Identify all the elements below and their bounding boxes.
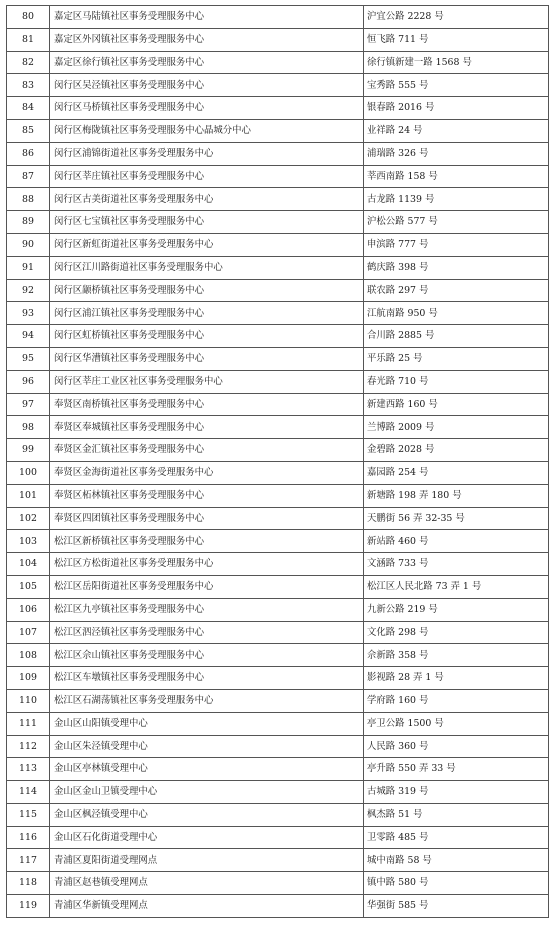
center-name-cell: 闵行区马桥镇社区事务受理服务中心 — [50, 97, 364, 120]
table-row — [7, 667, 549, 690]
row-number-cell: 111 — [7, 712, 50, 735]
address-cell: 银春路 2016 号 — [364, 97, 549, 120]
row-number-cell: 93 — [7, 302, 50, 325]
address-cell: 松江区人民北路 73 弄 1 号 — [364, 575, 549, 598]
center-name-cell: 闵行区梅陇镇社区事务受理服务中心晶城分中心 — [50, 119, 364, 142]
address-cell: 沪宜公路 2228 号 — [364, 6, 549, 29]
center-name-cell: 奉贤区南桥镇社区事务受理服务中心 — [50, 393, 364, 416]
address-cell: 新塘路 198 弄 180 号 — [364, 484, 549, 507]
address-cell: 鹤庆路 398 号 — [364, 256, 549, 279]
center-name-cell: 松江区岳阳街道社区事务受理服务中心 — [50, 575, 364, 598]
center-name-cell: 闵行区华漕镇社区事务受理服务中心 — [50, 347, 364, 370]
row-number-cell: 99 — [7, 439, 50, 462]
table-row — [7, 393, 549, 416]
table-body — [7, 6, 549, 918]
center-name-cell: 奉贤区柘林镇社区事务受理服务中心 — [50, 484, 364, 507]
center-name-cell: 闵行区浦锦街道社区事务受理服务中心 — [50, 142, 364, 165]
table-row — [7, 302, 549, 325]
table-row — [7, 826, 549, 849]
row-number-cell: 85 — [7, 119, 50, 142]
table-row — [7, 165, 549, 188]
center-name-cell: 闵行区虹桥镇社区事务受理服务中心 — [50, 325, 364, 348]
center-name-cell: 奉贤区四团镇社区事务受理服务中心 — [50, 507, 364, 530]
row-number-cell: 80 — [7, 6, 50, 29]
row-number-cell: 119 — [7, 895, 50, 918]
service-center-table — [6, 5, 549, 918]
row-number-cell: 106 — [7, 598, 50, 621]
row-number-cell: 113 — [7, 758, 50, 781]
address-cell: 嘉园路 254 号 — [364, 461, 549, 484]
address-cell: 业祥路 24 号 — [364, 119, 549, 142]
address-cell: 文化路 298 号 — [364, 621, 549, 644]
address-cell: 佘新路 358 号 — [364, 644, 549, 667]
row-number-cell: 87 — [7, 165, 50, 188]
address-cell: 春光路 710 号 — [364, 370, 549, 393]
table-row — [7, 256, 549, 279]
row-number-cell: 84 — [7, 97, 50, 120]
address-cell: 华强街 585 号 — [364, 895, 549, 918]
table-row — [7, 142, 549, 165]
table-row — [7, 803, 549, 826]
center-name-cell: 闵行区江川路街道社区事务受理服务中心 — [50, 256, 364, 279]
center-name-cell: 嘉定区马陆镇社区事务受理服务中心 — [50, 6, 364, 29]
address-cell: 新建西路 160 号 — [364, 393, 549, 416]
row-number-cell: 107 — [7, 621, 50, 644]
center-name-cell: 金山区亭林镇受理中心 — [50, 758, 364, 781]
row-number-cell: 97 — [7, 393, 50, 416]
row-number-cell: 94 — [7, 325, 50, 348]
row-number-cell: 88 — [7, 188, 50, 211]
table-row — [7, 97, 549, 120]
row-number-cell: 112 — [7, 735, 50, 758]
address-cell: 徐行镇新建一路 1568 号 — [364, 51, 549, 74]
row-number-cell: 98 — [7, 416, 50, 439]
address-cell: 镇中路 580 号 — [364, 872, 549, 895]
row-number-cell: 116 — [7, 826, 50, 849]
table-row — [7, 484, 549, 507]
table-row — [7, 370, 549, 393]
table-row — [7, 439, 549, 462]
table-row — [7, 51, 549, 74]
row-number-cell: 92 — [7, 279, 50, 302]
address-cell: 恒飞路 711 号 — [364, 28, 549, 51]
center-name-cell: 金山区朱泾镇受理中心 — [50, 735, 364, 758]
table-row — [7, 781, 549, 804]
table-row — [7, 689, 549, 712]
table-row — [7, 28, 549, 51]
table-row — [7, 530, 549, 553]
row-number-cell: 81 — [7, 28, 50, 51]
table-row — [7, 74, 549, 97]
address-cell: 九新公路 219 号 — [364, 598, 549, 621]
center-name-cell: 闵行区古美街道社区事务受理服务中心 — [50, 188, 364, 211]
row-number-cell: 100 — [7, 461, 50, 484]
center-name-cell: 松江区九亭镇社区事务受理服务中心 — [50, 598, 364, 621]
table-row — [7, 872, 549, 895]
center-name-cell: 松江区车墩镇社区事务受理服务中心 — [50, 667, 364, 690]
address-cell: 合川路 2885 号 — [364, 325, 549, 348]
center-name-cell: 青浦区夏阳街道受理网点 — [50, 849, 364, 872]
row-number-cell: 115 — [7, 803, 50, 826]
address-cell: 古城路 319 号 — [364, 781, 549, 804]
table-row — [7, 735, 549, 758]
row-number-cell: 90 — [7, 233, 50, 256]
center-name-cell: 金山区枫泾镇受理中心 — [50, 803, 364, 826]
table-row — [7, 211, 549, 234]
address-cell: 新站路 460 号 — [364, 530, 549, 553]
row-number-cell: 109 — [7, 667, 50, 690]
row-number-cell: 82 — [7, 51, 50, 74]
center-name-cell: 松江区方松街道社区事务受理服务中心 — [50, 553, 364, 576]
row-number-cell: 108 — [7, 644, 50, 667]
address-cell: 城中南路 58 号 — [364, 849, 549, 872]
address-cell: 卫零路 485 号 — [364, 826, 549, 849]
address-cell: 沪松公路 577 号 — [364, 211, 549, 234]
center-name-cell: 闵行区莘庄镇社区事务受理服务中心 — [50, 165, 364, 188]
center-name-cell: 嘉定区徐行镇社区事务受理服务中心 — [50, 51, 364, 74]
table-row — [7, 279, 549, 302]
table-row — [7, 621, 549, 644]
row-number-cell: 101 — [7, 484, 50, 507]
row-number-cell: 96 — [7, 370, 50, 393]
address-cell: 文涵路 733 号 — [364, 553, 549, 576]
address-cell: 联农路 297 号 — [364, 279, 549, 302]
row-number-cell: 91 — [7, 256, 50, 279]
table-row — [7, 416, 549, 439]
row-number-cell: 118 — [7, 872, 50, 895]
row-number-cell: 104 — [7, 553, 50, 576]
center-name-cell: 闵行区七宝镇社区事务受理服务中心 — [50, 211, 364, 234]
row-number-cell: 110 — [7, 689, 50, 712]
address-cell: 亭卫公路 1500 号 — [364, 712, 549, 735]
row-number-cell: 117 — [7, 849, 50, 872]
table-row — [7, 758, 549, 781]
table-row — [7, 233, 549, 256]
center-name-cell: 松江区泗泾镇社区事务受理服务中心 — [50, 621, 364, 644]
center-name-cell: 闵行区吴泾镇社区事务受理服务中心 — [50, 74, 364, 97]
address-cell: 学府路 160 号 — [364, 689, 549, 712]
table-row — [7, 325, 549, 348]
center-name-cell: 松江区佘山镇社区事务受理服务中心 — [50, 644, 364, 667]
address-cell: 江航南路 950 号 — [364, 302, 549, 325]
row-number-cell: 105 — [7, 575, 50, 598]
table-row — [7, 849, 549, 872]
row-number-cell: 89 — [7, 211, 50, 234]
table-row — [7, 461, 549, 484]
center-name-cell: 闵行区新虹街道社区事务受理服务中心 — [50, 233, 364, 256]
row-number-cell: 114 — [7, 781, 50, 804]
row-number-cell: 103 — [7, 530, 50, 553]
table-row — [7, 347, 549, 370]
address-cell: 莘西南路 158 号 — [364, 165, 549, 188]
center-name-cell: 嘉定区外冈镇社区事务受理服务中心 — [50, 28, 364, 51]
address-cell: 天鹏街 56 弄 32-35 号 — [364, 507, 549, 530]
table-row — [7, 507, 549, 530]
row-number-cell: 86 — [7, 142, 50, 165]
address-cell: 人民路 360 号 — [364, 735, 549, 758]
address-cell: 亭升路 550 弄 33 号 — [364, 758, 549, 781]
table-row — [7, 188, 549, 211]
row-number-cell: 83 — [7, 74, 50, 97]
center-name-cell: 闵行区莘庄工业区社区事务受理服务中心 — [50, 370, 364, 393]
table-row — [7, 712, 549, 735]
table-row — [7, 119, 549, 142]
center-name-cell: 金山区石化街道受理中心 — [50, 826, 364, 849]
center-name-cell: 松江区新桥镇社区事务受理服务中心 — [50, 530, 364, 553]
address-cell: 兰博路 2009 号 — [364, 416, 549, 439]
center-name-cell: 金山区金山卫镇受理中心 — [50, 781, 364, 804]
center-name-cell: 闵行区浦江镇社区事务受理服务中心 — [50, 302, 364, 325]
table-row — [7, 6, 549, 29]
address-cell: 古龙路 1139 号 — [364, 188, 549, 211]
center-name-cell: 奉贤区奉城镇社区事务受理服务中心 — [50, 416, 364, 439]
address-cell: 宝秀路 555 号 — [364, 74, 549, 97]
address-cell: 申滨路 777 号 — [364, 233, 549, 256]
table-row — [7, 895, 549, 918]
center-name-cell: 松江区石湖荡镇社区事务受理服务中心 — [50, 689, 364, 712]
center-name-cell: 闵行区颛桥镇社区事务受理服务中心 — [50, 279, 364, 302]
address-cell: 浦瑞路 326 号 — [364, 142, 549, 165]
table-row — [7, 575, 549, 598]
table-row — [7, 598, 549, 621]
center-name-cell: 奉贤区金汇镇社区事务受理服务中心 — [50, 439, 364, 462]
center-name-cell: 青浦区赵巷镇受理网点 — [50, 872, 364, 895]
row-number-cell: 95 — [7, 347, 50, 370]
address-cell: 金碧路 2028 号 — [364, 439, 549, 462]
address-cell: 影视路 28 弄 1 号 — [364, 667, 549, 690]
address-cell: 平乐路 25 号 — [364, 347, 549, 370]
center-name-cell: 金山区山阳镇受理中心 — [50, 712, 364, 735]
table-row — [7, 553, 549, 576]
row-number-cell: 102 — [7, 507, 50, 530]
table-row — [7, 644, 549, 667]
center-name-cell: 奉贤区金海街道社区事务受理服务中心 — [50, 461, 364, 484]
address-cell: 枫杰路 51 号 — [364, 803, 549, 826]
center-name-cell: 青浦区华新镇受理网点 — [50, 895, 364, 918]
